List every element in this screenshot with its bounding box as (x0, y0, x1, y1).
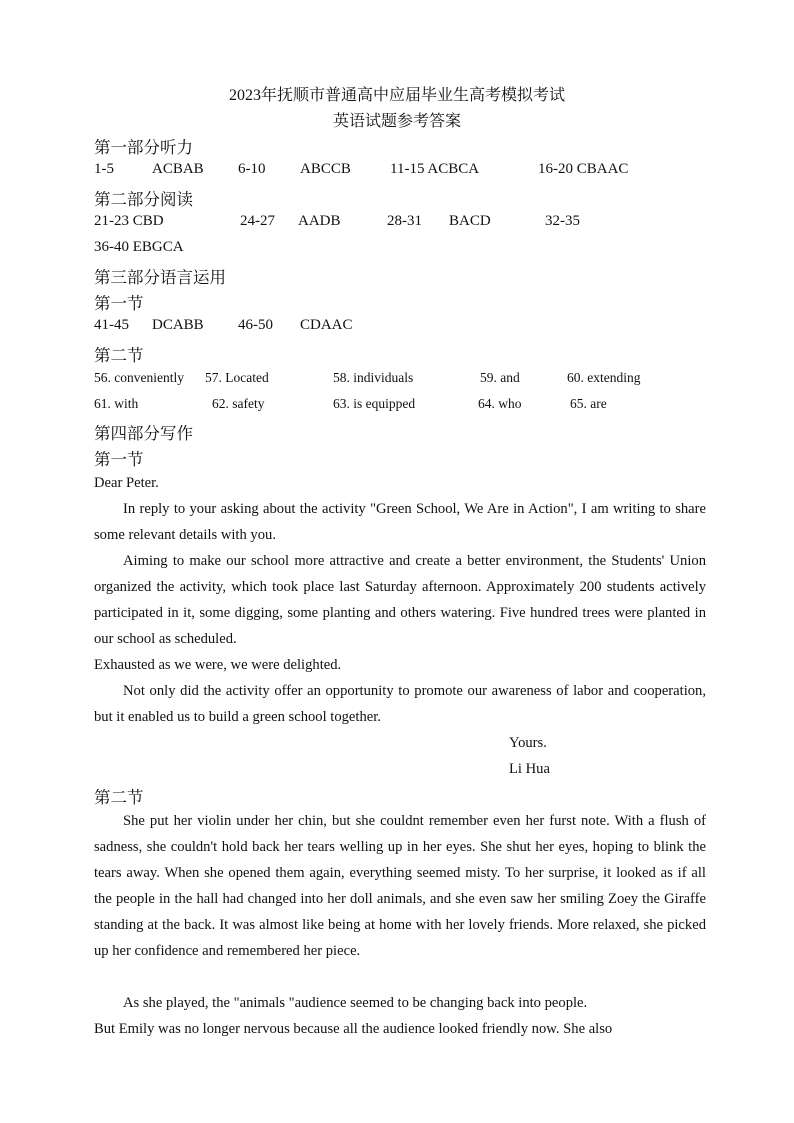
answer-item: 64. who (478, 396, 522, 411)
answer-keys: BACD (449, 213, 491, 229)
letter-paragraph: Not only did the activity offer an opportunity to promote our awareness of labor and cooperation, but it enabled us to build a green school together. (94, 683, 706, 725)
letter-closing: Yours. (509, 735, 547, 751)
story-paragraph: As she played, the "animals "audience seemed to be changing back into people. (123, 995, 588, 1011)
section1-heading: 第一节 (94, 294, 144, 313)
letter-signature: Li Hua (509, 761, 550, 777)
story-paragraph: She put her violin under her chin, but she couldnt remember even her furst note. With a flush of sadness, she couldn't hold back her tears welling up in her eyes. She shut her eyes, hoping to blink the tears away. When she opened them again, everything seemed misty. To her surprise, it looked as if all the people in the hall had changed into her doll animals, and she even saw her smiling Zoey the Giraffe standing at the back. It was almost like being at home with her lovely friends. More relaxed, she picked up her confidence and remembered her piece. (94, 813, 706, 959)
answer-group: 11-15 ACBCA (390, 161, 480, 177)
answer-item: 65. are (570, 396, 607, 411)
answer-range: 46-50 (238, 317, 273, 333)
section2-heading: 第二节 (94, 788, 144, 807)
answer-range: 6-10 (238, 161, 266, 177)
answer-item: 57. Located (205, 370, 269, 385)
part1-heading: 第一部分听力 (94, 138, 193, 157)
letter-paragraph: Exhausted as we were, we were delighted. (94, 657, 342, 673)
answer-range: 24-27 (240, 213, 275, 229)
answer-range: 32-35 (545, 213, 580, 229)
part4-heading: 第四部分写作 (94, 424, 193, 443)
part2-heading: 第二部分阅读 (94, 190, 193, 209)
section2-heading: 第二节 (94, 346, 144, 365)
answer-keys: ABCCB (300, 161, 351, 177)
answer-keys: DCABB (152, 317, 204, 333)
answer-group: 36-40 EBGCA (94, 239, 184, 255)
answer-range: 41-45 (94, 317, 129, 333)
answer-item: 60. extending (567, 370, 641, 385)
answer-keys: AADB (298, 213, 341, 229)
answer-item: 59. and (480, 370, 520, 385)
answer-item: 56. conveniently (94, 370, 184, 385)
letter-greeting: Dear Peter. (94, 475, 159, 491)
answer-item: 61. with (94, 396, 139, 411)
page-title: 2023年抚顺市普通高中应届毕业生高考模拟考试 (228, 87, 565, 104)
answer-keys: CDAAC (300, 317, 353, 333)
page-subtitle: 英语试题参考答案 (332, 113, 461, 130)
answer-keys: ACBAB (152, 161, 204, 177)
section1-heading: 第一节 (94, 450, 144, 469)
answer-range: 28-31 (387, 213, 422, 229)
answer-group: 21-23 CBD (94, 213, 164, 229)
letter-paragraph: In reply to your asking about the activity "Green School, We Are in Action", I am writing to share some relevant details with you. (94, 501, 706, 543)
answer-item: 63. is equipped (333, 396, 416, 411)
answer-range: 1-5 (94, 161, 114, 177)
answer-group: 16-20 CBAAC (538, 161, 629, 177)
story-paragraph: But Emily was no longer nervous because all the audience looked friendly now. She also (94, 1021, 613, 1037)
part3-heading: 第三部分语言运用 (94, 268, 226, 287)
letter-paragraph: Aiming to make our school more attractive and create a better environment, the Students' Union organized the activity, which took place last Saturday afternoon. Approximately 200 students actively participated in it, some digging, some planting and others watering. Five hundred trees were planted in our school as scheduled. (94, 553, 706, 647)
answer-item: 62. safety (212, 396, 265, 411)
answer-item: 58. individuals (333, 370, 414, 385)
